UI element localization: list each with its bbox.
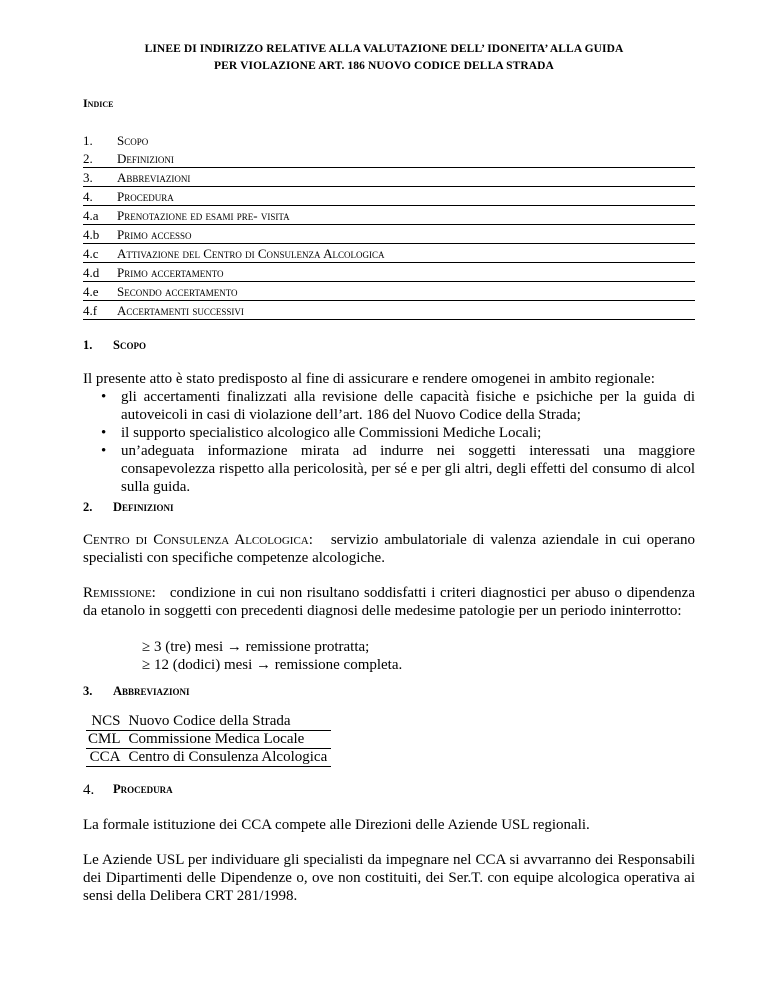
index-item-number: 1. [83,133,93,148]
procedura-paragraph-2: Le Aziende USL per individuare gli specialisti da impegnare nel CCA si avvarranno dei Responsabili dei Dipartimenti delle Dipendenze o, ove non costituiti, dei Ser.T. con equipe alcologica operativa ai sensi della Delibera CRT 281/1998. [83,852,695,904]
abbreviation-code: CML [86,731,125,749]
definition-text: servizio ambulatoriale di valenza aziendale in cui operano specialisti con specifiche competenze alcologiche. [83,532,695,566]
index-item-label: Attivazione del Centro di Consulenza Alcologica [117,246,385,261]
index-item[interactable] [83,206,695,225]
section-number: 1. [83,338,93,352]
bullet-text: un’adeguata informazione mirata ad indurre nei soggetti interessati una maggiore consapevolezza rispetto alla pericolosità, per sé e per gli altri, degli effetti del consumo di alcol sulla guida. [121,443,695,495]
definition-remissione [83,584,695,620]
index-item[interactable] [83,244,695,263]
index-item[interactable] [83,131,695,149]
section-title: Definizioni [113,500,174,514]
section-title: Scopo [113,338,146,352]
index-item[interactable] [83,187,695,206]
index-item-number: 4.d [83,265,100,280]
section-number: 3. [83,684,93,698]
bullet-icon: • [101,389,107,405]
index-item-label: Primo accesso [117,227,192,242]
list-item [83,424,695,442]
scopo-bullet-list [83,388,695,496]
table-row [86,749,331,767]
table-row [86,713,331,731]
index-item-number: 4.e [83,284,99,299]
index-item-number: 2. [83,151,93,166]
list-item [83,442,695,496]
bullet-text: il supporto specialistico alcologico alle Commissioni Mediche Locali; [121,425,542,441]
index-item[interactable] [83,225,695,244]
document-title-line2: PER VIOLAZIONE ART. 186 NUOVO CODICE DELLA STRADA [214,60,554,72]
index-item[interactable] [83,263,695,282]
bullet-text: gli accertamenti finalizzati alla revisione delle capacità fisiche e psichiche per la guida di autoveicoli in casi di violazione dell’art. 186 del Nuovo Codice della Strada; [121,389,695,423]
index-item[interactable] [83,168,695,187]
index-item-label: Primo accertamento [117,265,224,280]
abbreviation-code: CCA [86,749,125,767]
section-number: 2. [83,500,93,514]
bullet-icon: • [101,443,107,459]
bullet-icon: • [101,425,107,441]
index-item-number: 4.a [83,208,99,223]
index-item-label: Procedura [117,189,174,204]
abbreviation-description: Commissione Medica Locale [125,731,332,749]
index-item-label: Scopo [117,133,149,148]
index-heading: Indice [83,96,114,110]
definition-term: Remissione: [83,585,156,601]
scopo-intro: Il presente atto è stato predisposto al fine di assicurare e rendere omogenei in ambito regionale: [83,371,655,387]
index-item[interactable] [83,149,695,168]
index-item-label: Definizioni [117,151,174,166]
procedura-paragraph-1: La formale istituzione dei CCA compete alle Direzioni delle Aziende USL regionali. [83,817,590,833]
index-item-label: Secondo accertamento [117,284,238,299]
index-item[interactable] [83,282,695,301]
definition-term: Centro di Consulenza Alcologica: [83,532,313,548]
index-item-number: 3. [83,170,93,185]
list-item [83,388,695,424]
index-item-label: Accertamenti successivi [117,303,244,318]
abbreviation-code: NCS [86,713,125,731]
abbreviation-description: Nuovo Codice della Strada [125,713,332,731]
remission-item: ≥ 12 (dodici) mesi → remissione completa. [142,657,403,673]
section-title: Abbreviazioni [113,684,190,698]
index-item-number: 4.f [83,303,98,318]
abbreviations-table [86,713,331,767]
index-item-label: Abbreviazioni [117,170,191,185]
section-number: 4. [83,782,95,798]
section-title: Procedura [113,782,173,796]
abbreviation-description: Centro di Consulenza Alcologica [125,749,332,767]
definition-cca [83,531,695,567]
index-item-number: 4. [83,189,93,204]
remission-item: ≥ 3 (tre) mesi → remissione protratta; [142,639,370,655]
definition-text: condizione in cui non risultano soddisfatti i criteri diagnostici per abuso o dipendenza da etanolo in soggetti con precedenti diagnosi delle medesime patologie per un periodo ininterrotto: [83,585,695,619]
index-item-label: Prenotazione ed esami pre- visita [117,208,290,223]
index-item-number: 4.b [83,227,100,242]
index-item-number: 4.c [83,246,99,261]
index-item[interactable] [83,301,695,320]
document-title-line1: LINEE DI INDIRIZZO RELATIVE ALLA VALUTAZIONE DELL’ IDONEITA’ ALLA GUIDA [144,43,624,55]
table-row [86,731,331,749]
